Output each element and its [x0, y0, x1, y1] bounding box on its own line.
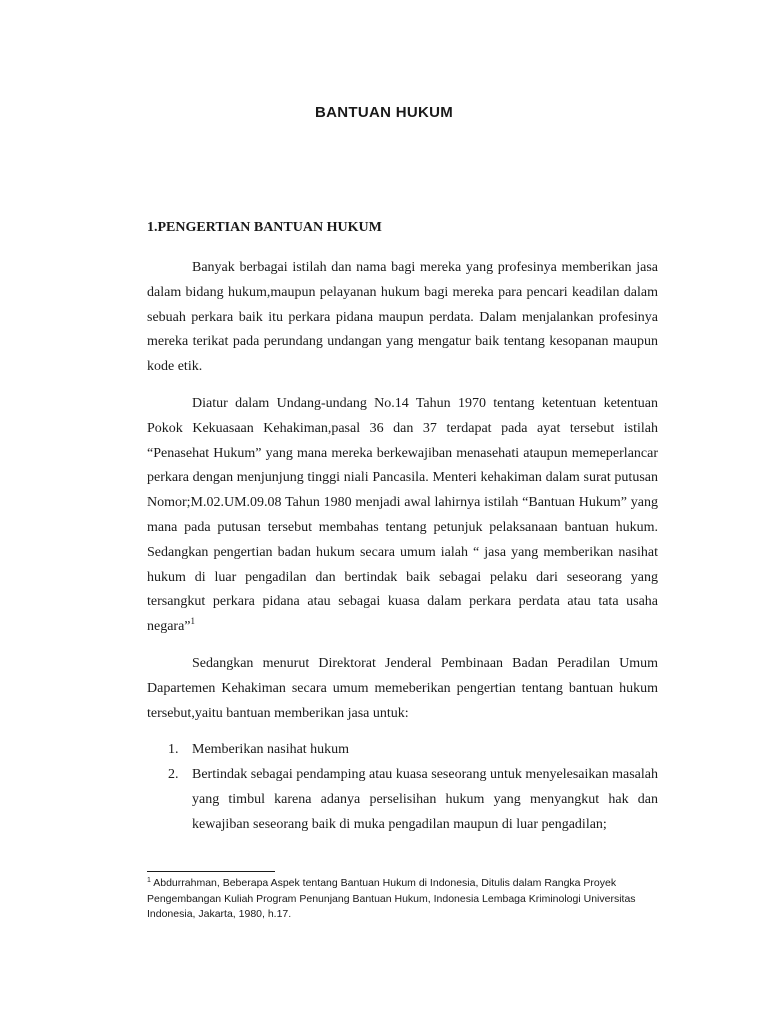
- paragraph-2-text: Diatur dalam Undang-undang No.14 Tahun 1970 tentang ketentuan ketentuan Pokok Kekuasaan Kehakiman,pasal 36 dan 37 terdapat pada ayat tersebut istilah “Penasehat Hukum” yang mana mereka berkewajiban menasehati ataupun memeperlancar perkara dengan menjunjung tinggi niali Pancasila. Menteri kehakiman dalam surat putusan Nomor;M.02.UM.09.08 Tahun 1980 menjadi awal lahirnya istilah “Bantuan Hukum” yang mana pada putusan tersebut membahas tentang petunjuk pelaksanaan bantuan hukum. Sedangkan pengertian badan hukum secara umum ialah “ jasa yang memberikan nasihat hukum di luar pengadilan dan bertindak baik sebagai pelaku dari seseorang yang tersangkut perkara pidana atau sebagai kuasa dalam perkara perdata atau tata usaha negara”: [147, 395, 658, 635]
- footnote-text: Abdurrahman, Beberapa Aspek tentang Bantuan Hukum di Indonesia, Ditulis dalam Rangka Proyek Pengembangan Kuliah Program Penunjang Bantuan Hukum, Indonesia Lembaga Kriminologi Universitas Indonesia, Jakarta, 1980, h.17.: [147, 877, 636, 920]
- page-title: BANTUAN HUKUM: [314, 104, 454, 121]
- list-item-2: [147, 763, 658, 837]
- paragraph-1-text: Banyak berbagai istilah dan nama bagi mereka yang profesinya memberikan jasa dalam bidang hukum,maupun pelayanan hukum bagi mereka para pencari keadilan dalam sebuah perkara baik itu perkara pidana maupun perdata. Dalam menjalankan profesinya mereka terikat pada perundang undangan yang mengatur baik tentang kesopanan maupun kode etik.: [147, 260, 658, 375]
- paragraph-2: [147, 392, 658, 640]
- footnote-separator: [147, 871, 275, 872]
- list-item-text-2: Bertindak sebagai pendamping atau kuasa seseorang untuk menyelesaikan masalah yang timbul karena adanya perselisihan hukum yang menyangkut hak dan kewajiban seseorang baik di muka pengadilan maupun di luar pengadilan;: [192, 767, 658, 832]
- paragraph-3-text: Sedangkan menurut Direktorat Jenderal Pembinaan Badan Peradilan Umum Dapartemen Kehakiman secara umum memeberikan pengertian tentang bantuan hukum tersebut,yaitu bantuan memberikan jasa untuk:: [147, 655, 658, 721]
- list-number-1: 1.: [168, 742, 179, 758]
- footnote-marker: 1: [147, 877, 151, 884]
- footnote-reference[interactable]: 1: [190, 616, 196, 627]
- list-item-1: [147, 738, 658, 763]
- list-item-text-1: Memberikan nasihat hukum: [192, 742, 350, 758]
- paragraph-1: [147, 256, 658, 380]
- footnote: [147, 876, 667, 923]
- section-heading: 1.PENGERTIAN BANTUAN HUKUM: [147, 220, 382, 235]
- body-text: [147, 256, 658, 838]
- paragraph-3: [147, 652, 658, 726]
- numbered-list: [147, 738, 658, 837]
- list-number-2: 2.: [168, 767, 179, 783]
